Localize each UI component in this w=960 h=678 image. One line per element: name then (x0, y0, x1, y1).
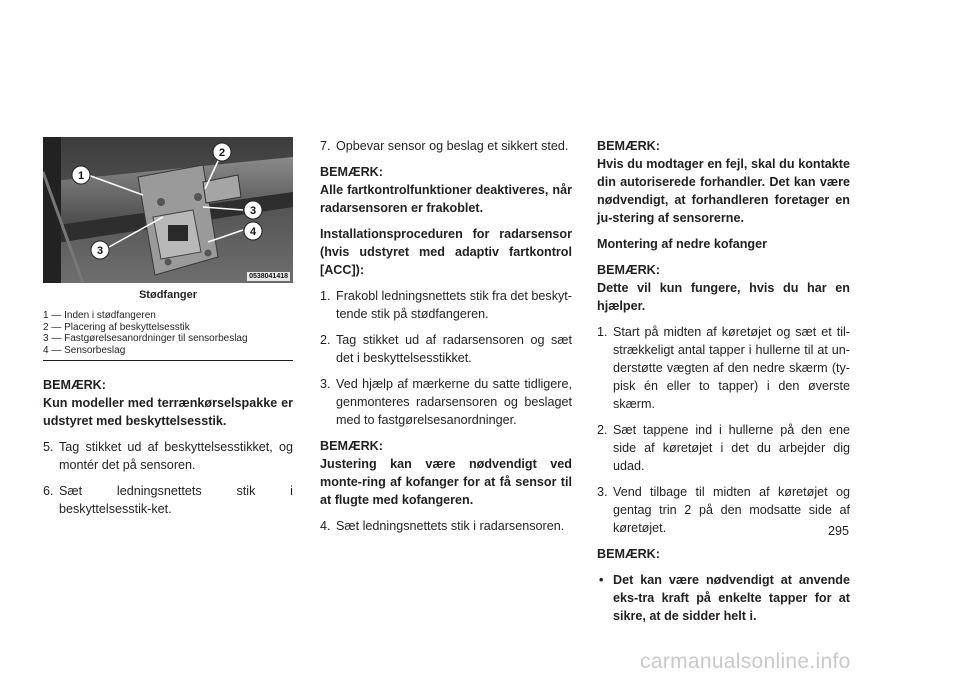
step-item (320, 137, 572, 155)
callout-3-upper (244, 201, 262, 219)
note-text: Hvis du modtager en fejl, skal du kontakte din autoriserede forhandler. Det kan være nødvendigt, at forhandleren foretager en ju-stering af sensorerne. (597, 157, 850, 225)
step-item (320, 331, 572, 367)
step-text: Ved hjælp af mærkerne du satte tidligere, genmonteres radarsensoren og beslaget med to fastgørelsesanordninger. (336, 377, 572, 427)
step-text: Tag stikket ud af beskyttelsesstikket, og montér det på sensoren. (59, 440, 293, 472)
legend-item: 3 — Fastgørelsesanordninger til sensorbeslag (43, 333, 248, 344)
step-item (43, 438, 293, 474)
step-text: Sæt tappene ind i hullerne på den ene side af køretøjet i det du arbejder dig udad. (613, 423, 850, 473)
bullet-item (597, 571, 850, 625)
note-text: Dette vil kun fungere, hvis du har en hjælper. (597, 281, 850, 313)
step-number: 3. (597, 485, 608, 499)
legend-item: 1 — Inden i stødfangeren (43, 310, 156, 321)
step-text: Sæt ledningsnettets stik i beskyttelsesstik-ket. (59, 484, 293, 516)
step-number: 3. (320, 377, 331, 391)
note-heading: BEMÆRK: (320, 165, 383, 179)
step-number: 1. (597, 325, 608, 339)
step-number: 4. (320, 519, 331, 533)
note-text: Justering kan være nødvendigt ved monte-ring af kofanger for at få sensor til at flugte med kofangeren. (320, 457, 572, 507)
note-heading: BEMÆRK: (597, 547, 660, 561)
step-item (597, 421, 850, 475)
step-text: Tag stikket ud af radarsensoren og sæt det i beskyttelsesstikket. (336, 333, 572, 365)
note-heading: BEMÆRK: (597, 139, 660, 153)
page-number: 295 (828, 524, 850, 538)
note-text: Alle fartkontrolfunktioner deaktiveres, når radarsensoren er frakoblet. (320, 183, 572, 215)
note-text: Kun modeller med terrænkørselspakke er udstyret med beskyttelsesstik. (43, 396, 293, 428)
figure-legend (43, 310, 293, 356)
step-number: 2. (320, 333, 331, 347)
step-text: Frakobl ledningsnettets stik fra det beskyt-tende stik på stødfangeren. (336, 289, 572, 321)
step-number: 1. (320, 289, 331, 303)
step-text: Vend tilbage til midten af køretøjet og gentag trin 2 på den modsatte side af køretøjet. (613, 485, 850, 535)
note-heading: BEMÆRK: (43, 378, 106, 392)
left-column (43, 137, 293, 518)
step-number: 7. (320, 139, 331, 153)
step-text: Sæt ledningsnettets stik i radarsensoren. (336, 519, 565, 533)
step-item (597, 323, 850, 413)
callout-4-label: 4 (249, 226, 257, 238)
bumper-photo (43, 137, 293, 283)
callout-3-lower-label: 3 (96, 245, 104, 257)
callout-4 (244, 222, 262, 240)
watermark: carmanualsonline.info (640, 650, 851, 673)
note-heading: BEMÆRK: (320, 439, 383, 453)
legend-divider (43, 360, 293, 361)
step-item (597, 483, 850, 537)
step-item (320, 375, 572, 429)
step-number: 2. (597, 423, 608, 437)
callout-3-lower (91, 241, 109, 259)
bullet-text: Det kan være nødvendigt at anvende eks-tra kraft på enkelte tapper for at sikre, at de sidder helt i. (613, 573, 850, 623)
step-text: Opbevar sensor og beslag et sikkert sted. (336, 139, 569, 153)
step-text: Start på midten af køretøjet og sæt et til-strækkeligt antal tapper i hullerne til at un-derstøtte vægten af den nedre skærm (ty-pisk én eller to tapper) i den øverste skærm. (613, 325, 850, 411)
middle-column (320, 137, 572, 535)
callout-3-upper-label: 3 (249, 205, 257, 217)
callout-2-label: 2 (218, 147, 226, 159)
figure-code: 0538041418 (249, 273, 288, 280)
bumper-illustration (43, 137, 293, 283)
legend-item: 2 — Placering af beskyttelsesstik (43, 321, 190, 333)
note-heading: BEMÆRK: (597, 263, 660, 277)
section-heading: Montering af nedre kofanger (597, 237, 768, 251)
right-column (597, 137, 850, 625)
figure-caption: Stødfanger (138, 289, 198, 301)
bullet-icon: • (599, 573, 604, 587)
step-number: 5. (43, 440, 54, 454)
step-item (320, 517, 572, 535)
step-item (43, 482, 293, 518)
step-number: 6. (43, 484, 54, 498)
callout-1 (72, 166, 90, 184)
callout-2 (213, 143, 231, 161)
legend-item: 4 — Sensorbeslag (43, 344, 126, 356)
step-item (320, 287, 572, 323)
callout-1-label: 1 (77, 170, 85, 182)
section-heading: Installationsproceduren for radarsensor (hvis udstyret med adaptiv fartkontrol [ACC]): (320, 227, 572, 277)
